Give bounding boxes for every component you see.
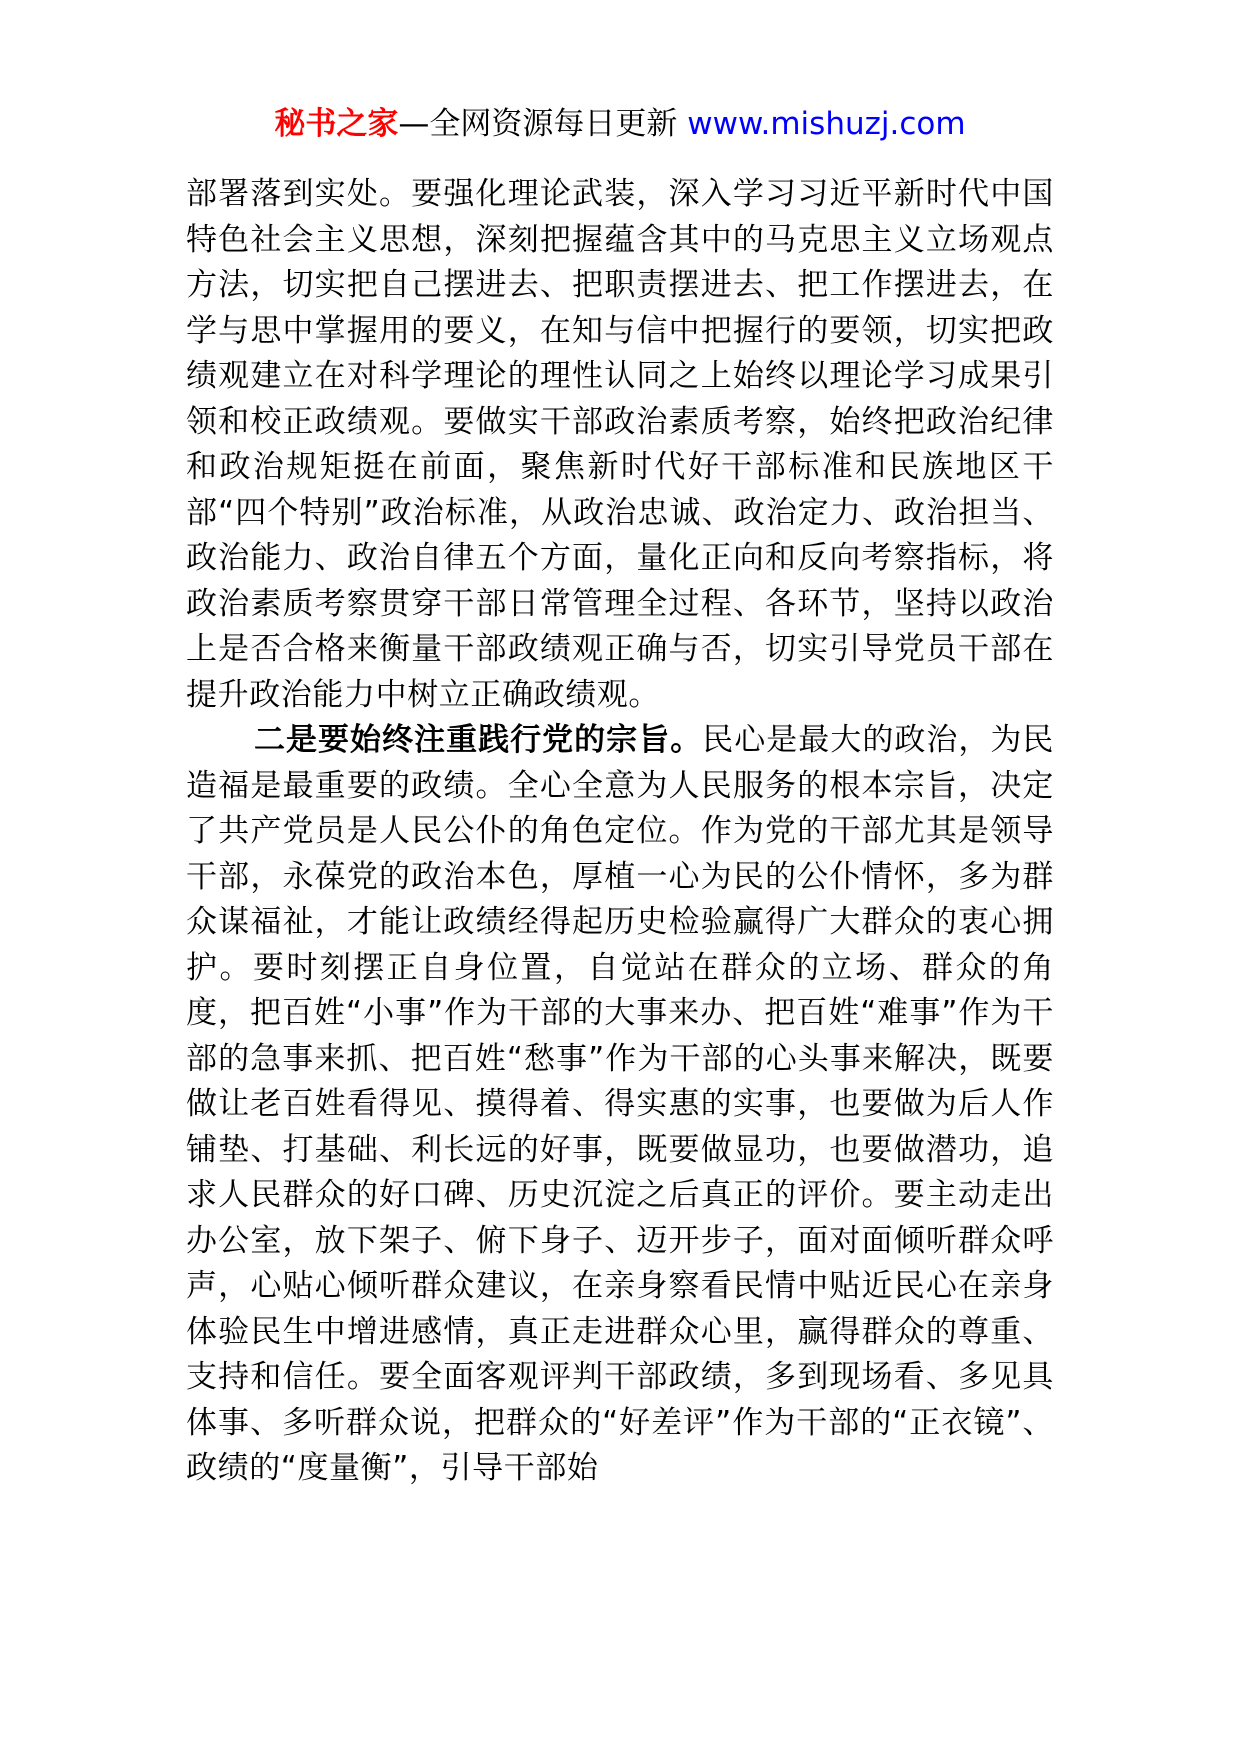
paragraph-continuation xyxy=(186,172,1054,718)
page-header xyxy=(0,102,1240,146)
site-slogan: —全网资源每日更新 xyxy=(398,106,678,142)
paragraph-text: 部署落到实处。要强化理论武装，深入学习习近平新时代中国特色社会主义思想，深刻把握蕴含其中的马克思主义立场观点方法，切实把自己摆进去、把职责摆进去、把工作摆进去，在学与思中掌握用的要义，在知与信中把握行的要领，切实把政绩观建立在对科学理论的理性认同之上始终以理论学习成果引领和校正政绩观。要做实干部政治素质考察，始终把政治纪律和政治规矩挺在前面，聚焦新时代好干部标准和民族地区干部“四个特别”政治标准，从政治忠诚、政治定力、政治担当、政治能力、政治自律五个方面，量化正向和反向考察指标，将政治素质考察贯穿干部日常管理全过程、各环节，坚持以政治上是否合格来衡量干部政绩观正确与否，切实引导党员干部在提升政治能力中树立正确政绩观。 xyxy=(186,176,1054,713)
site-url-link[interactable]: www.mishuzj.com xyxy=(687,106,966,142)
paragraph-lead-heading: 二是要始终注重践行党的宗旨。 xyxy=(254,722,703,758)
paragraph-text: 民心是最大的政治，为民造福是最重要的政绩。全心全意为人民服务的根本宗旨，决定了共产党员是人民公仆的角色定位。作为党的干部尤其是领导干部，永葆党的政治本色，厚植一心为民的公仆情怀，多为群众谋福祉，才能让政绩经得起历史检验赢得广大群众的衷心拥护。要时刻摆正自身位置，自觉站在群众的立场、群众的角度，把百姓“小事”作为干部的大事来办、把百姓“难事”作为干部的急事来抓、把百姓“愁事”作为干部的心头事来解决，既要做让老百姓看得见、摸得着、得实惠的实事，也要做为后人作铺垫、打基础、利长远的好事，既要做显功，也要做潜功，追求人民群众的好口碑、历史沉淀之后真正的评价。要主动走出办公室，放下架子、俯下身子、迈开步子，面对面倾听群众呼声，心贴心倾听群众建议，在亲身察看民情中贴近民心在亲身体验民生中增进感情，真正走进群众心里，赢得群众的尊重、支持和信任。要全面客观评判干部政绩，多到现场看、多见具体事、多听群众说，把群众的“好差评”作为干部的“正衣镜”、政绩的“度量衡”，引导干部始 xyxy=(186,722,1054,1486)
site-name: 秘书之家 xyxy=(274,106,399,142)
paragraph-section-two xyxy=(186,718,1054,1492)
document-body xyxy=(186,172,1054,1492)
